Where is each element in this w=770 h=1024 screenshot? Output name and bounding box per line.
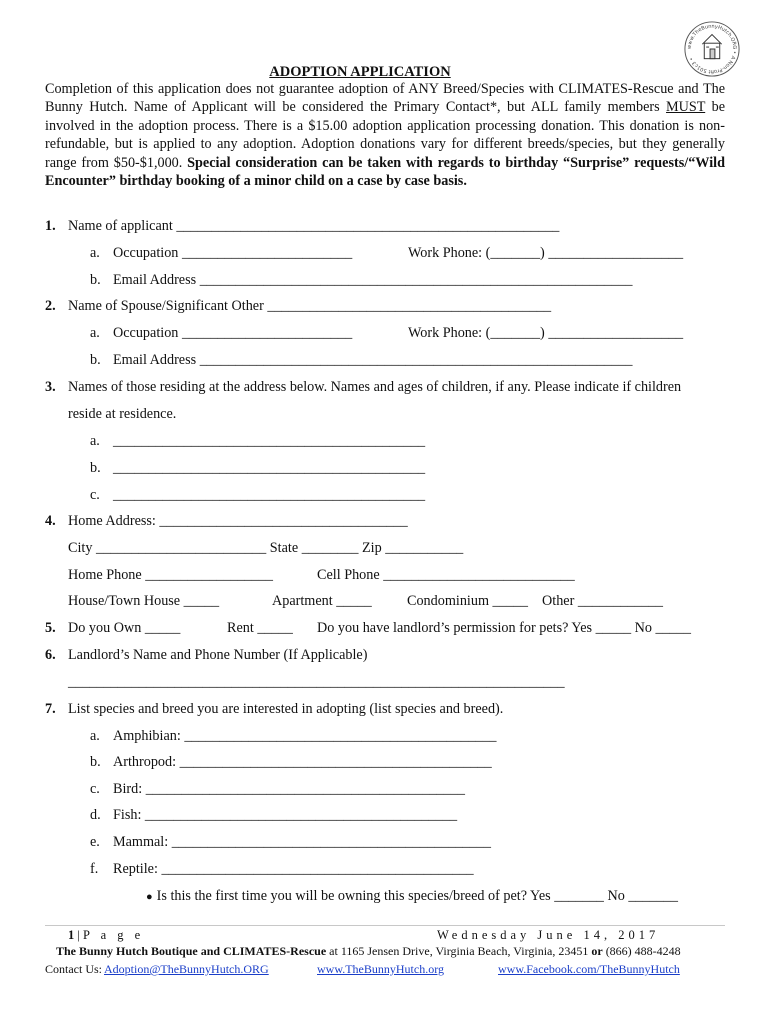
q2-number: 2. [45, 298, 56, 314]
intro-special: Special consideration can be taken with regards to birthday “Surprise” requests/“Wild Encounter” birthday booking of a minor child on a case by case basis. [45, 154, 725, 190]
mammal-field[interactable]: Mammal: _____________________________________________ [113, 834, 491, 850]
bullet-icon: ● [146, 891, 153, 903]
apartment-option[interactable]: Apartment _____ [272, 593, 372, 609]
city-state-zip-fields[interactable]: City ________________________ State ________ Zip ___________ [68, 540, 464, 556]
footer-website-link[interactable]: www.TheBunnyHutch.org [317, 962, 444, 976]
footer-contact-label: Contact Us: [45, 962, 102, 976]
home-address-field[interactable]: Home Address: ___________________________________ [68, 513, 408, 529]
q3-b-letter: b. [90, 460, 101, 476]
page-title: ADOPTION APPLICATION [269, 64, 451, 80]
footer-email-link[interactable]: Adoption@TheBunnyHutch.ORG [104, 962, 269, 976]
house-townhouse-option[interactable]: House/Town House _____ [68, 593, 220, 609]
condominium-option[interactable]: Condominium _____ [407, 593, 528, 609]
arthropod-field[interactable]: Arthropod: ____________________________________________ [113, 754, 492, 770]
q3-question-line2: reside at residence. [68, 406, 177, 422]
page-indicator [68, 928, 144, 943]
bird-field[interactable]: Bird: _____________________________________________ [113, 781, 465, 797]
intro-must: MUST [666, 99, 706, 116]
own-option[interactable]: Do you Own _____ [68, 620, 181, 636]
resident-b-field[interactable]: ____________________________________________ [113, 460, 426, 476]
footer-date: Wednesday June 14, 2017 [437, 928, 660, 942]
resident-c-field[interactable]: ____________________________________________ [113, 487, 426, 503]
q3-a-letter: a. [90, 433, 100, 449]
rent-option[interactable]: Rent _____ [227, 620, 293, 636]
q7-f-letter: f. [90, 861, 99, 877]
q2-a-letter: a. [90, 325, 100, 341]
footer-facebook-link[interactable]: www.Facebook.com/TheBunnyHutch [498, 962, 680, 976]
q2-b-letter: b. [90, 352, 101, 368]
q7-question: List species and breed you are interested in adopting (list species and breed). [68, 701, 504, 717]
spouse-work-phone-field[interactable]: Work Phone: (_______) ___________________ [408, 325, 684, 341]
q7-a-letter: a. [90, 728, 100, 744]
q7-e-letter: e. [90, 834, 100, 850]
first-time-owner-field[interactable]: Is this the first time you will be owning this species/breed of pet? Yes _______ No _______ [156, 888, 678, 904]
landlord-permission-field[interactable]: Do you have landlord’s permission for pets? Yes _____ No _____ [317, 620, 691, 636]
q3-c-letter: c. [90, 487, 100, 503]
reptile-field[interactable]: Reptile: ____________________________________________ [113, 861, 474, 877]
q3-question-line1: Names of those residing at the address below. Names and ages of children, if any. Please indicate if children [68, 379, 682, 395]
page-separator: | [74, 928, 84, 942]
q7-c-letter: c. [90, 781, 100, 797]
intro-paragraph [45, 80, 725, 190]
resident-a-field[interactable]: ____________________________________________ [113, 433, 426, 449]
footer-address: at 1165 Jensen Drive, Virginia Beach, Virginia, 23451 [326, 944, 592, 958]
q3-number: 3. [45, 379, 56, 395]
spouse-email-field[interactable]: Email Address _____________________________________________________________ [113, 352, 633, 368]
q1-a-letter: a. [90, 245, 100, 261]
footer-or: or [591, 944, 603, 958]
landlord-info-label: Landlord’s Name and Phone Number (If Applicable) [68, 647, 368, 663]
other-option[interactable]: Other ____________ [542, 593, 663, 609]
footer-org-name: The Bunny Hutch Boutique and CLIMATES-Rescue [56, 944, 327, 958]
spouse-name-field[interactable]: Name of Spouse/Significant Other ________________________________________ [68, 298, 552, 314]
applicant-work-phone-field[interactable]: Work Phone: (_______) ___________________ [408, 245, 684, 261]
footer-divider [45, 925, 725, 926]
applicant-name-field[interactable]: Name of applicant ______________________________________________________ [68, 218, 560, 234]
footer-phone: (866) 488-4248 [602, 944, 681, 958]
q7-b-letter: b. [90, 754, 101, 770]
house-icon [702, 35, 721, 59]
page-label: P a g e [83, 928, 145, 942]
applicant-occupation-field[interactable]: Occupation ________________________ [113, 245, 353, 261]
amphibian-field[interactable]: Amphibian: ____________________________________________ [113, 728, 497, 744]
q5-number: 5. [45, 620, 56, 636]
home-phone-field[interactable]: Home Phone __________________ [68, 567, 273, 583]
fish-field[interactable]: Fish: ____________________________________________ [113, 807, 458, 823]
q4-number: 4. [45, 513, 56, 529]
cell-phone-field[interactable]: Cell Phone ___________________________ [317, 567, 575, 583]
q1-b-letter: b. [90, 272, 101, 288]
intro-text: Completion of this application does not guarantee adoption of ANY Breed/Species with CLIMATES-Rescue and The Bunny Hutch. Name of Applicant will be considered the Primary Contact*, but ALL family members [45, 81, 725, 116]
logo-ring-text: www.TheBunnyHutch.ORG • A Non-Profit 501c3 • [686, 23, 738, 75]
applicant-email-field[interactable]: Email Address _____________________________________________________________ [113, 272, 633, 288]
footer-address-line [56, 944, 681, 959]
intro-rest: be involved in the adoption process. There is a $15.00 adoption application processing donation. This donation is non-refundable, but is applied to any adoption. Adoption donations vary for different breeds/species, but they generally range from $50-$1,000. [45, 99, 725, 171]
landlord-info-field[interactable]: ______________________________________________________________________ [68, 674, 565, 690]
page-number: 1 [68, 928, 75, 942]
q7-d-letter: d. [90, 807, 101, 823]
q1-number: 1. [45, 218, 56, 234]
q6-number: 6. [45, 647, 56, 663]
spouse-occupation-field[interactable]: Occupation ________________________ [113, 325, 353, 341]
first-time-owner-row[interactable] [146, 888, 678, 905]
q7-number: 7. [45, 701, 56, 717]
